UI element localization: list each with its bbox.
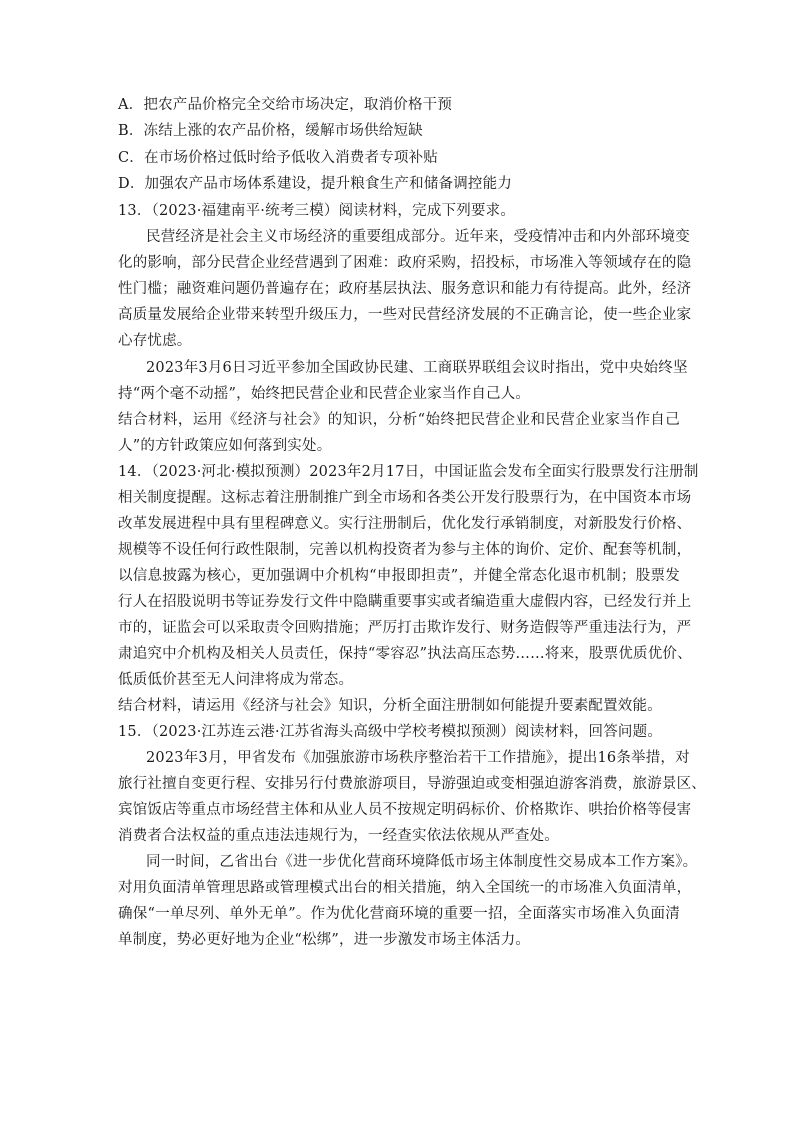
- q15-p1-line: 消费者合法权益的重点违法违规行为，一经查实依法依规从严查处。: [118, 828, 559, 844]
- q13-question-line: 结合材料，运用《经济与社会》的知识，分析“始终把民营企业和民营企业家当作自己: [118, 412, 680, 428]
- q14-line: 规模等不设任何行政性限制，完善以机构投资者为参与主体的询价、定价、配套等机制，: [118, 542, 692, 558]
- option-a: A．把农产品价格完全交给市场决定，取消价格干预: [118, 97, 453, 113]
- q13-p1-line: 化的影响，部分民营企业经营遇到了困难：政府采购，招投标，市场准入等领域存在的隐: [118, 255, 692, 271]
- q15-p1-line: 旅行社擅自变更行程、安排另行付费旅游项目，导游强迫或变相强迫游客消费，旅游景区、: [118, 776, 706, 792]
- q13-p1-line: 性门槛；融资难问题仍普遍存在；政府基层执法、服务意识和能力有待提高。此外，经济: [118, 281, 692, 297]
- q15-p1-line: 宾馆饭店等重点市场经营主体和从业人员不按规定明码标价、价格欺诈、哄抬价格等侵害: [118, 802, 692, 818]
- q15-p2-line: 对用负面清单管理思路或管理模式出台的相关措施，纳入全国统一的市场准入负面清单，: [118, 880, 692, 896]
- option-d: D．加强农产品市场体系建设，提升粮食生产和储备调控能力: [118, 176, 513, 192]
- option-b: B．冻结上涨的农产品价格，缓解市场供给短缺: [118, 123, 423, 139]
- q15-p2-line: 单制度，势必更好地为企业“松绑”，进一步激发市场主体活力。: [118, 932, 531, 948]
- q14-line: 行人在招股说明书等证券发行文件中隐瞒重要事实或者编造重大虚假内容，已经发行并上: [118, 594, 692, 610]
- q15-p2-line: 同一时间，乙省出台《进一步优化营商环境降低市场主体制度性交易成本工作方案》。: [146, 854, 698, 870]
- q14-line: 改革发展进程中具有里程碑意义。实行注册制后，优化发行承销制度，对新股发行价格、: [118, 516, 692, 532]
- q14-line: 市的，证监会可以采取责令回购措施；严厉打击欺诈发行、财务造假等严重违法行为，严: [118, 620, 692, 636]
- option-c: C．在市场价格过低时给予低收入消费者专项补贴: [118, 150, 438, 166]
- q14-line: 以信息披露为核心，更加强调中介机构“申报即担责”，并健全常态化退市机制；股票发: [118, 568, 680, 584]
- q14-question: 结合材料，请运用《经济与社会》知识，分析全面注册制如何能提升要素配置效能。: [118, 698, 662, 714]
- q13-p1-line: 民营经济是社会主义市场经济的重要组成部分。近年来，受疫情冲击和内外部环境变: [146, 229, 690, 245]
- q15-header: 15．（2023·江苏连云港·江苏省海头高级中学校考模拟预测）阅读材料，回答问题。: [118, 724, 663, 740]
- q15-p1-line: 2023年3月，甲省发布《加强旅游市场秩序整治若干工作措施》，提出16条举措，对: [146, 750, 690, 766]
- q14-line: 14．（2023·河北·模拟预测）2023年2月17日，中国证监会发布全面实行股票发行注册制: [118, 464, 699, 480]
- q14-line: 低质低价甚至无人问津将成为常态。: [118, 672, 354, 688]
- q13-p2-line: 持“两个毫不动摇”，始终把民营企业和民营企业家当作自己人。: [118, 386, 531, 402]
- q13-header: 13．（2023·福建南平·统考三模）阅读材料，完成下列要求。: [118, 203, 516, 219]
- q14-line: 相关制度提醒。这标志着注册制推广到全市场和各类公开发行股票行为，在中国资本市场: [118, 490, 692, 506]
- q13-p2-line: 2023年3月6日习近平参加全国政协民建、工商联界联组会议时指出，党中央始终坚: [146, 360, 688, 376]
- q15-p2-line: 确保“一单尽列、单外无单”。作为优化营商环境的重要一招，全面落实市场准入负面清: [118, 906, 680, 922]
- q13-p1-line: 高质量发展给企业带来转型升级压力，一些对民营经济发展的不正确言论，使一些企业家: [118, 307, 692, 323]
- q14-line: 肃追究中介机构及相关人员责任，保持“零容忍”执法高压态势……将来，股票优质优价、: [118, 646, 692, 662]
- q13-p1-line: 心存忧虑。: [118, 333, 192, 349]
- q13-question-line: 人”的方针政策应如何落到实处。: [118, 438, 332, 454]
